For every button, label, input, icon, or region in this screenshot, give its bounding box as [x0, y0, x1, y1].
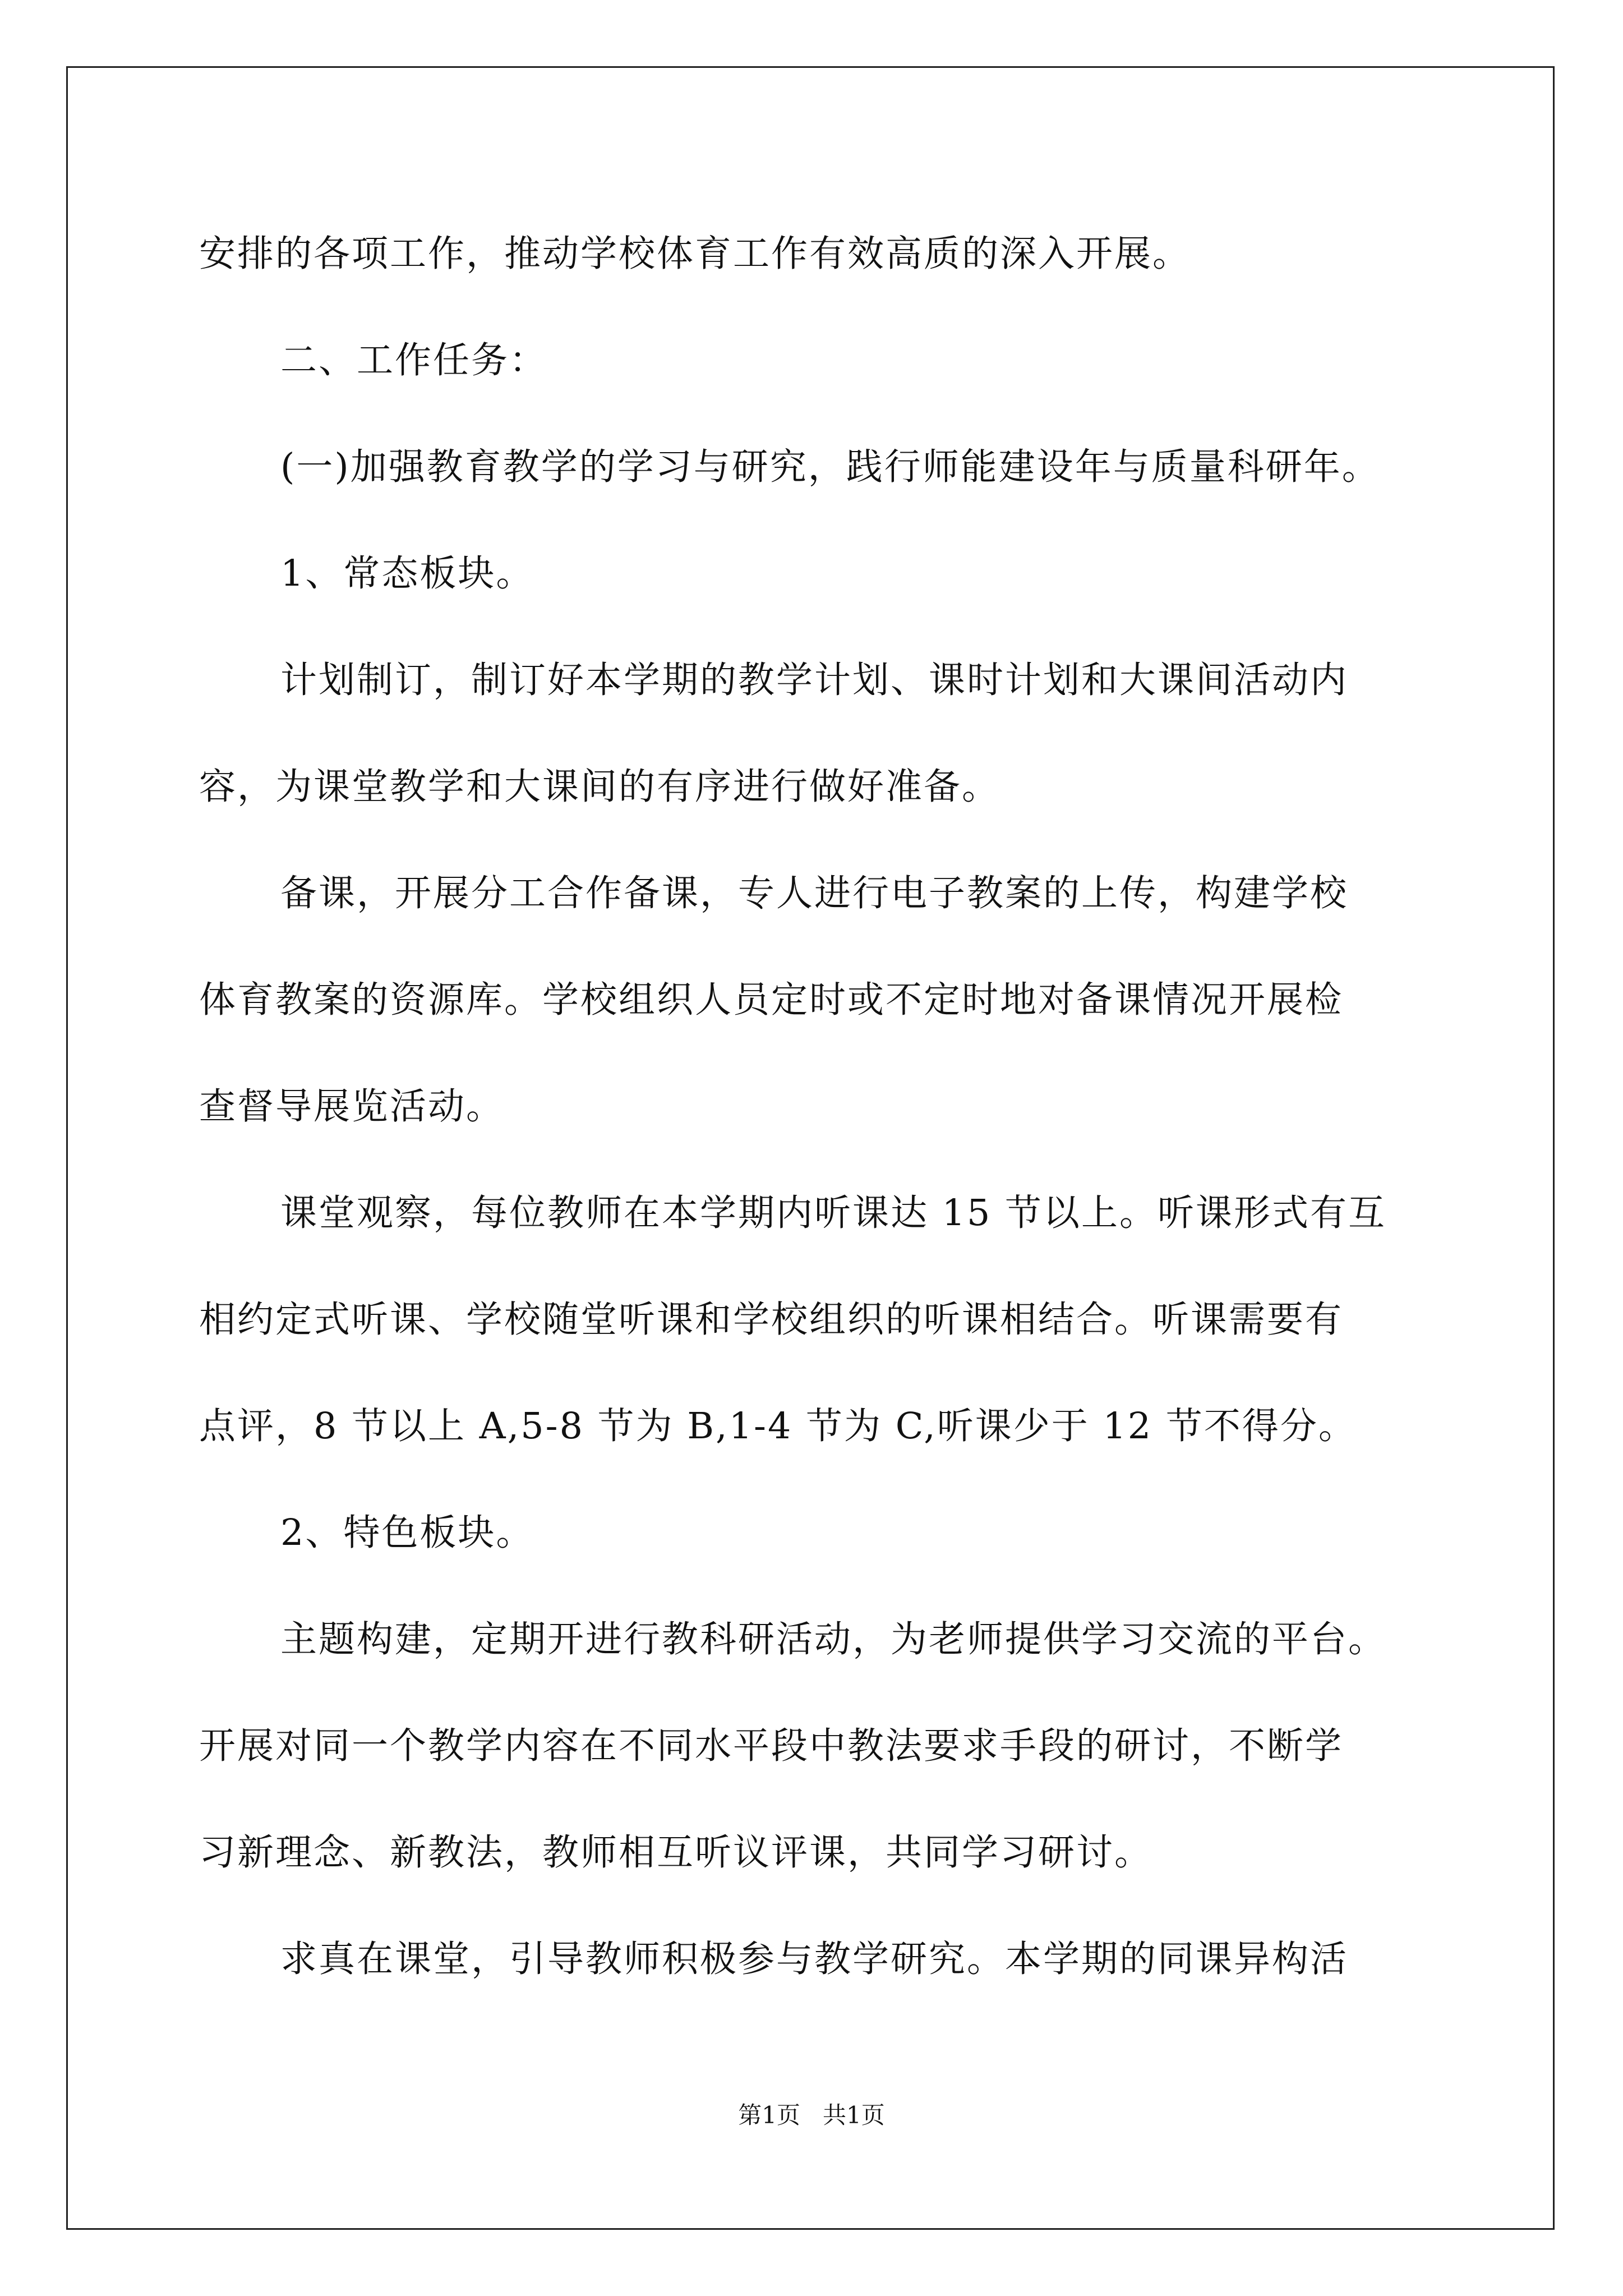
text-line: 备课，开展分工合作备课，专人进行电子教案的上传，构建学校: [280, 872, 1349, 914]
text-line: 查督导展览活动。: [199, 1085, 505, 1128]
text-line: 安排的各项工作，推动学校体育工作有效高质的深入开展。: [199, 233, 1191, 275]
page-border: [66, 66, 1555, 2230]
text-line: 点评，8 节以上 A,5-8 节为 B,1-4 节为 C,听课少于 12 节不得分。: [199, 1405, 1357, 1447]
text-line: 主题构建，定期开进行教科研活动，为老师提供学习交流的平台。: [280, 1618, 1387, 1660]
text-line: 求真在课堂，引导教师积极参与教学研究。本学期的同课异构活: [280, 1938, 1349, 1980]
text-line: 课堂观察，每位教师在本学期内听课达 15 节以上。听课形式有互: [280, 1192, 1387, 1234]
page-number-footer: 第1页 共1页: [738, 2101, 885, 2129]
subsection-heading: (一)加强教育教学的学习与研究，践行师能建设年与质量科研年。: [280, 446, 1380, 488]
text-line: 容，为课堂教学和大课间的有序进行做好准备。: [199, 766, 1000, 808]
text-line: 开展对同一个教学内容在不同水平段中教法要求手段的研讨，不断学: [199, 1725, 1344, 1767]
item-heading: 2、特色板块。: [280, 1512, 534, 1554]
text-line: 体育教案的资源库。学校组织人员定时或不定时地对备课情况开展检: [199, 979, 1344, 1021]
text-line: 相约定式听课、学校随堂听课和学校组织的听课相结合。听课需要有: [199, 1299, 1344, 1341]
text-line: 计划制订，制订好本学期的教学计划、课时计划和大课间活动内: [280, 659, 1349, 701]
item-heading: 1、常态板块。: [280, 553, 534, 595]
text-line: 习新理念、新教法，教师相互听议评课，共同学习研讨。: [199, 1832, 1153, 1874]
section-heading: 二、工作任务：: [280, 339, 548, 381]
